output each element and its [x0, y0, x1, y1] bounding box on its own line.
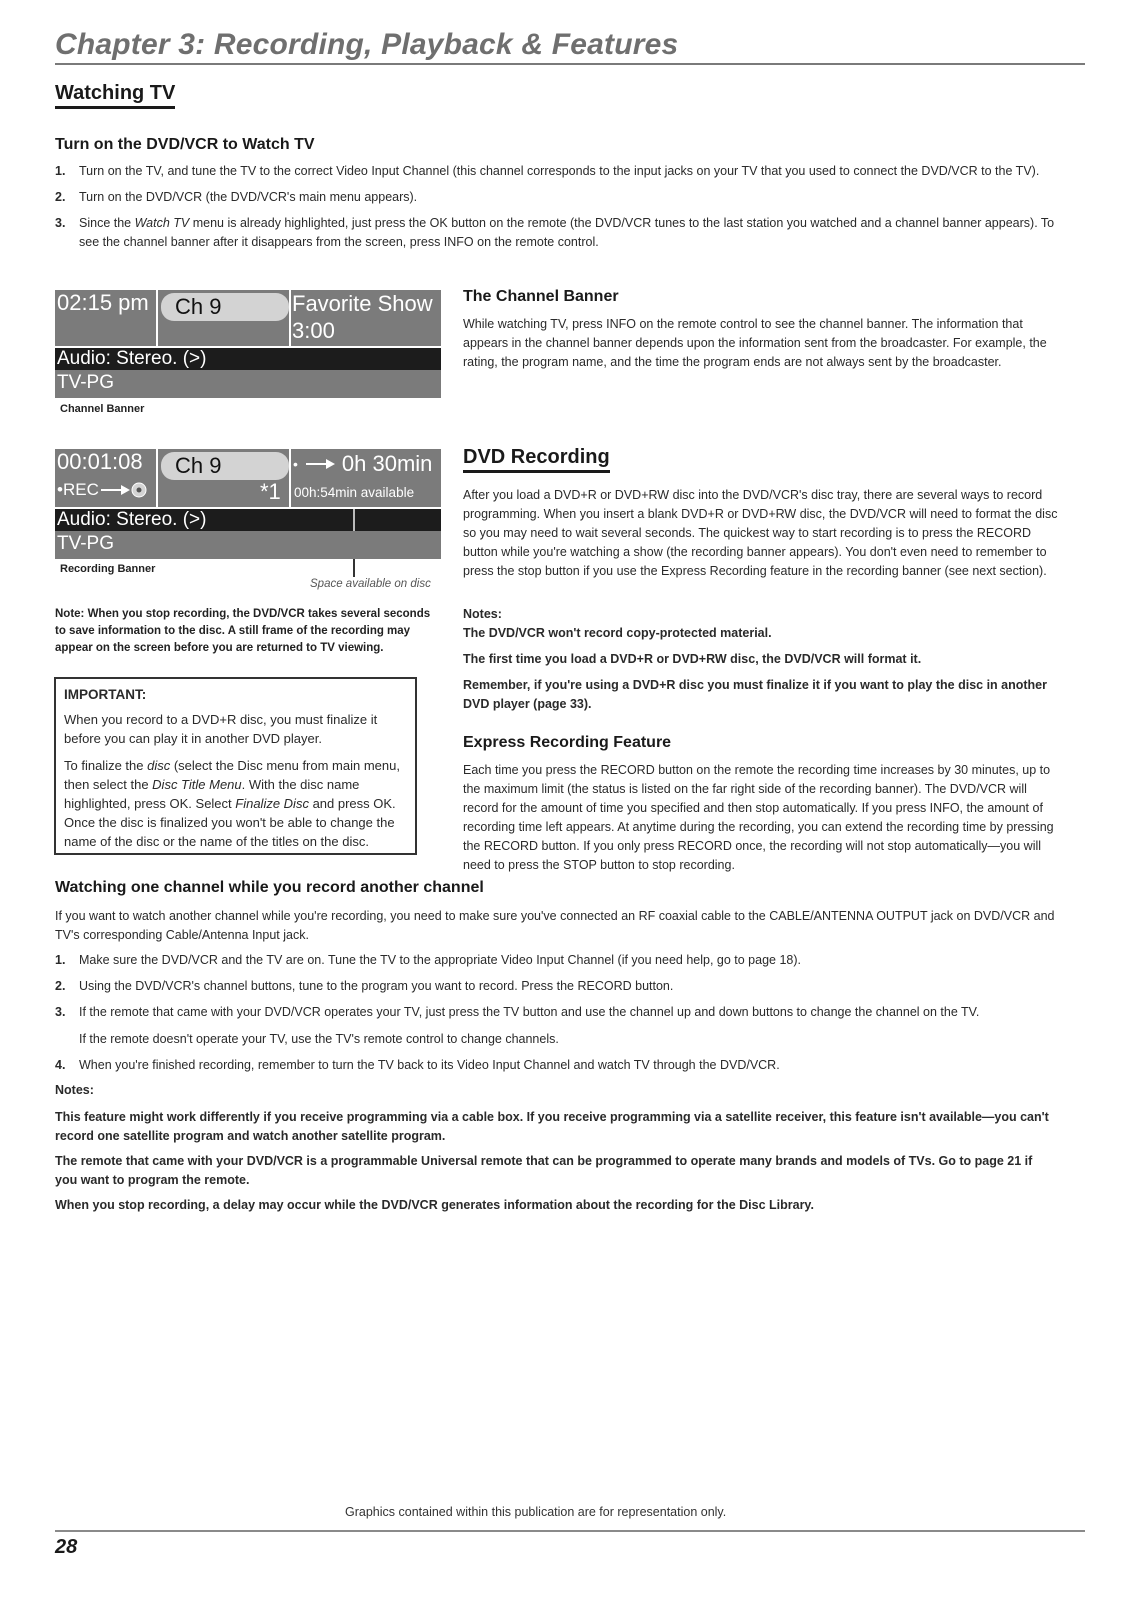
banner-show-end: 3:00 [292, 318, 335, 343]
list-item: 1. Make sure the DVD/VCR and the TV are on. Tune the TV to the appropriate Video Input Channel (if you need help, go to page 18). [55, 953, 801, 967]
footer-disclaimer: Graphics contained within this publication are for representation only. [345, 1505, 727, 1519]
rec-channel-pill: Ch 9 [161, 452, 289, 480]
turn-on-steps [55, 162, 1055, 259]
section-title: Watching TV [55, 82, 175, 109]
arrow-right-icon [306, 458, 336, 470]
channel-banner-heading: The Channel Banner [463, 288, 619, 305]
left-note: Note: When you stop recording, the DVD/VCR takes several seconds to save information to the disc. A still frame of the recording may appear on the screen before you are returned to TV viewing. [55, 608, 431, 654]
rec-elapsed: 00:01:08 [57, 449, 143, 474]
recording-banner [55, 449, 441, 561]
banner-channel-pill: Ch 9 [161, 293, 289, 321]
important-box [54, 677, 417, 855]
rec-channel-sub: *1 [260, 479, 281, 504]
important-title: IMPORTANT: [64, 687, 147, 702]
channel-banner-body: While watching TV, press INFO on the remote control to see the channel banner. The information that appears in the channel banner depends upon the information sent from the broadcaster. For example, the rating, the program name, and the time the program ends are not always sent by the broadcaster. [463, 317, 1047, 369]
arrow-right-icon [101, 484, 131, 496]
dvd-note-2: The first time you load a DVD+R or DVD+RW disc, the DVD/VCR will format it. [463, 652, 922, 666]
banner-rating: TV-PG [55, 370, 441, 398]
watch-notes-label: Notes: [55, 1083, 94, 1097]
list-item: 3. If the remote that came with your DVD/VCR operates your TV, just press the TV button and use the channel up and down buttons to change the channel on the TV. If the remote doesn't operate your TV, use the TV's remote control to change channels. [55, 1005, 980, 1046]
list-item: 1. Turn on the TV, and tune the TV to the correct Video Input Channel (this channel corresponds to the input jacks on your TV that you used to connect the DVD/VCR to the TV). [55, 164, 1040, 178]
disc-icon [131, 482, 147, 498]
watch-one-steps [55, 951, 1055, 1082]
list-item: 2. Turn on the DVD/VCR (the DVD/VCR's main menu appears). [55, 190, 418, 204]
watch-note-1: This feature might work differently if you receive programming via a cable box. If you receive programming via a satellite receiver, this feature isn't available—you can't record one satellite program and watch another satellite program. [55, 1110, 1049, 1143]
list-item: 3. Since the Watch TV menu is already highlighted, just press the OK button on the remote (the DVD/VCR tunes to the last station you watched and a channel banner appears). To see the channel banner after it disappears from the screen, press INFO on the remote control. [55, 216, 1055, 249]
dvd-recording-body: After you load a DVD+R or DVD+RW disc into the DVD/VCR's disc tray, there are several ways to record programming. When you insert a blank DVD+R or DVD+RW disc, the DVD/VCR will need to format the disc so you may need to wait several seconds. The quickest way to start recording is to press the RECORD button while you're watching a show (the recording banner appears). You don't even need to remember to press the stop button if you use the Express Recording feature in the recording banner (see next section). [463, 488, 1058, 578]
chapter-title: Chapter 3: Recording, Playback & Features [55, 28, 679, 61]
express-body: Each time you press the RECORD button on the remote the recording time increases by 30 minutes, up to the maximum limit (the status is listed on the far right side of the recording banner). The DVD/VCR will record for the amount of time you specified and then stop automatically. If you press INFO, the amount of recording time left appears. At anytime during the recording, you can extend the recording time by pressing the RECORD button. If you only press RECORD once, the recording will not stop automatically—you will need to press the STOP button to stop recording. [463, 763, 1054, 872]
express-heading: Express Recording Feature [463, 734, 672, 751]
dvd-notes-label: Notes: [463, 607, 502, 621]
watch-note-2: The remote that came with your DVD/VCR is a programmable Universal remote that can be programmed to operate many brands and models of TVs. Go to page 21 if you want to program the remote. [55, 1154, 1033, 1187]
watch-note-3: When you stop recording, a delay may occur while the DVD/VCR generates information about the recording for the Disc Library. [55, 1198, 814, 1212]
recording-banner-caption: Recording Banner [60, 563, 156, 575]
banner-show-name: Favorite Show [292, 291, 433, 316]
important-para1: When you record to a DVD+R disc, you must finalize it before you can play it in another DVD player. [64, 712, 378, 746]
banner-audio: Audio: Stereo. (>) [55, 348, 441, 370]
rec-audio: Audio: Stereo. (>) [55, 509, 441, 531]
list-item: 2. Using the DVD/VCR's channel buttons, tune to the program you want to record. Press the RECORD button. [55, 979, 674, 993]
dvd-note-1: The DVD/VCR won't record copy-protected material. [463, 626, 772, 640]
rec-rating: TV-PG [55, 531, 441, 559]
callout-line-top [353, 509, 355, 531]
rec-indicator: •REC [57, 480, 147, 500]
chapter-rule [55, 63, 1085, 65]
callout-line [353, 559, 355, 577]
footer-rule [55, 1530, 1085, 1532]
watch-one-intro: If you want to watch another channel while you're recording, you need to make sure you've connected an RF coaxial cable to the CABLE/ANTENNA OUTPUT jack on DVD/VCR and TV's corresponding Cable/Antenna Input jack. [55, 909, 1055, 942]
channel-banner-caption: Channel Banner [60, 403, 145, 415]
rec-available: 00h:54min available [294, 485, 415, 500]
channel-banner [55, 290, 441, 400]
list-item: 4. When you're finished recording, remember to turn the TV back to its Video Input Channel and watch TV through the DVD/VCR. [55, 1058, 780, 1072]
dvd-recording-heading: DVD Recording [463, 446, 610, 473]
callout-text: Space available on disc [310, 578, 431, 590]
watch-one-heading: Watching one channel while you record another channel [55, 879, 484, 896]
rec-duration: • 0h 30min [293, 451, 433, 476]
page-number: 28 [55, 1536, 78, 1558]
dvd-note-3: Remember, if you're using a DVD+R disc you must finalize it if you want to play the disc in another DVD player (page 33). [463, 678, 1047, 711]
banner-time: 02:15 pm [57, 290, 149, 315]
important-para2: To finalize the disc (select the Disc menu from main menu, then select the Disc Title Menu. With the disc name highlighted, press OK. Select Finalize Disc and press OK. Once the disc is finalized you won't be able to change the name of the disc or the name of the titles on the disc. [64, 758, 400, 849]
turn-on-heading: Turn on the DVD/VCR to Watch TV [55, 136, 315, 153]
